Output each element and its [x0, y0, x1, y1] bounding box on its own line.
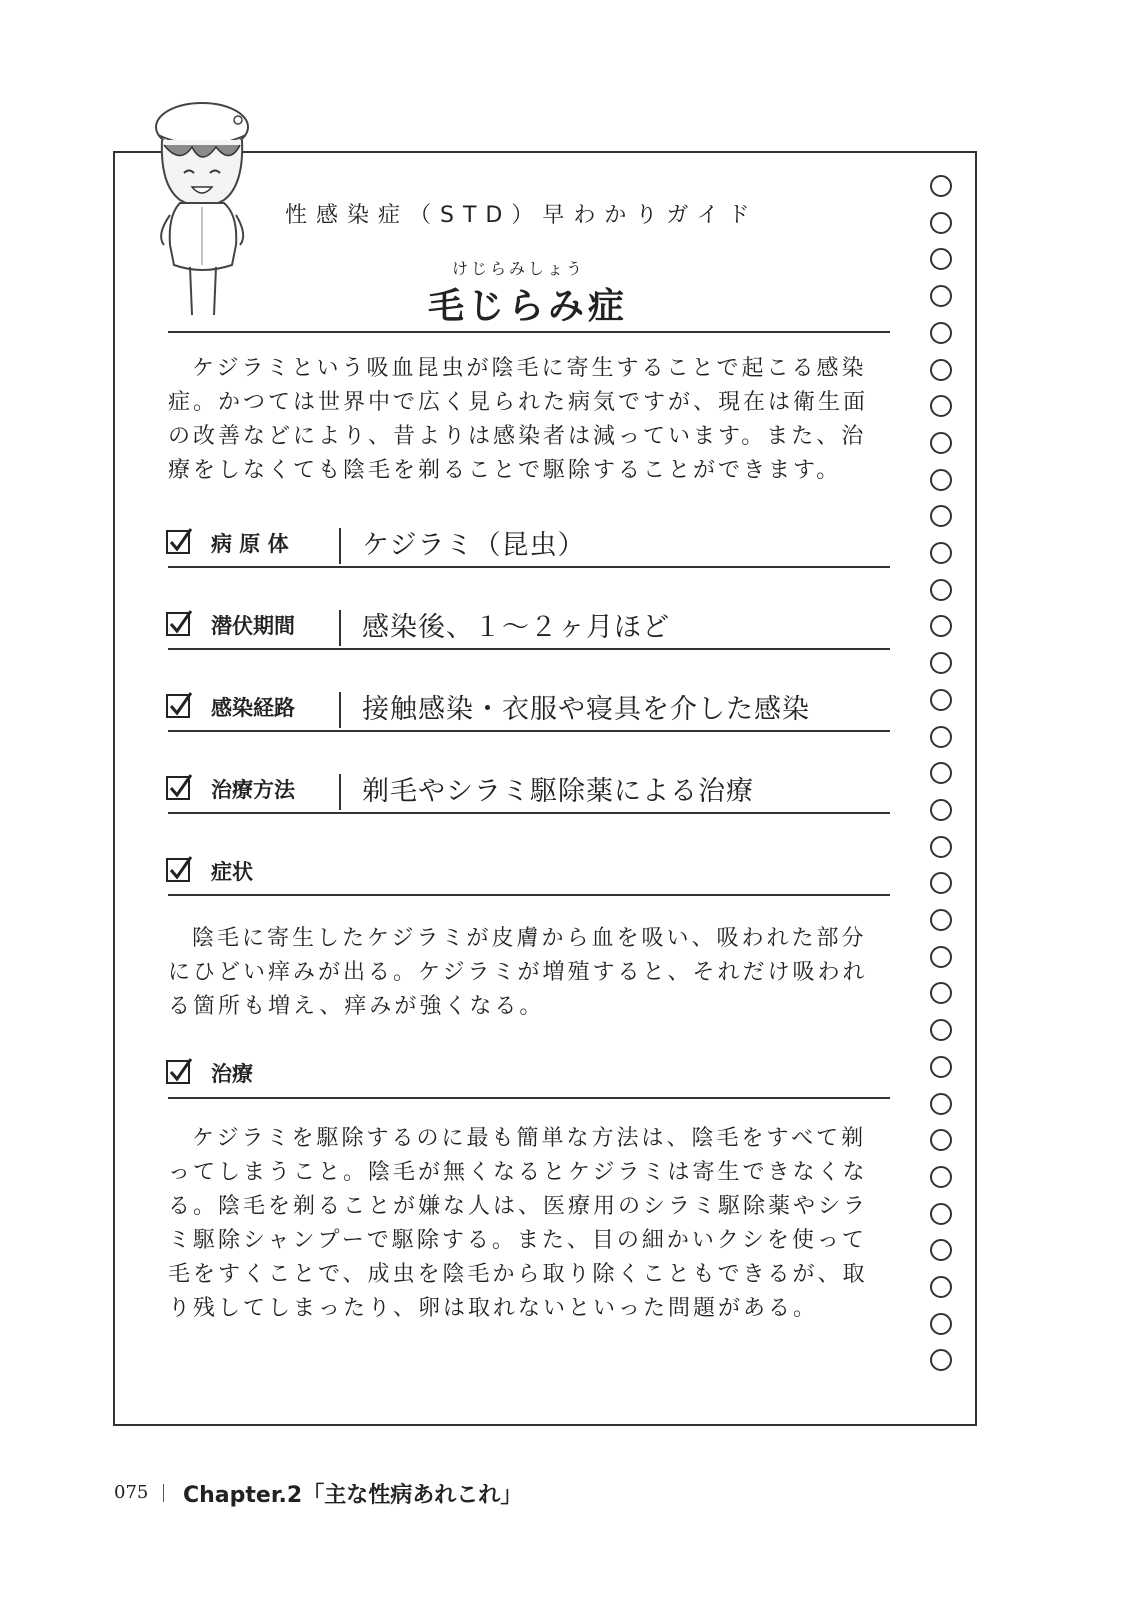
- fact-separator: [339, 528, 341, 564]
- binder-ring: [930, 322, 952, 344]
- fact-value-treatment-method: 剃毛やシラミ駆除薬による治療: [362, 776, 754, 807]
- checkbox-icon: [166, 774, 192, 800]
- binder-ring: [930, 836, 952, 858]
- fact-value-route: 接触感染・衣服や寝具を介した感染: [362, 694, 810, 725]
- binder-ring: [930, 1203, 952, 1225]
- binder-ring: [930, 799, 952, 821]
- treatment-heading: 治療: [211, 1062, 253, 1086]
- binder-ring: [930, 285, 952, 307]
- fact-separator: [339, 610, 341, 646]
- binder-ring: [930, 359, 952, 381]
- checkbox-icon: [166, 528, 192, 554]
- binder-ring: [930, 1166, 952, 1188]
- divider: [168, 812, 890, 814]
- binder-ring: [930, 652, 952, 674]
- divider: [168, 1097, 890, 1099]
- binder-ring: [930, 909, 952, 931]
- page-title: 毛じらみ症: [428, 286, 629, 327]
- fact-value-pathogen: ケジラミ（昆虫）: [362, 530, 586, 561]
- chapter-title: Chapter.2「主な性病あれこれ」: [183, 1483, 523, 1508]
- treatment-paragraph: ケジラミを駆除するのに最も簡単な方法は、陰毛をすべて剃ってしまうこと。陰毛が無くなるとケジラミは寄生できなくなる。陰毛を剃ることが嫌な人は、医療用のシラミ駆除薬やシラミ駆除シャンプーで駆除する。また、目の細かいクシを使って毛をすくことで、成虫を陰毛から取り除くこともできるが、取り残してしまったり、卵は取れないといった問題がある。: [168, 1126, 869, 1321]
- binder-ring: [930, 175, 952, 197]
- checkbox-icon: [166, 692, 192, 718]
- binder-ring: [930, 726, 952, 748]
- title-ruby: けじらみしょう: [452, 259, 586, 278]
- page-number: 075: [114, 1482, 149, 1503]
- binder-ring: [930, 1313, 952, 1335]
- binder-ring: [930, 469, 952, 491]
- checkbox-icon: [166, 610, 192, 636]
- divider: [168, 648, 890, 650]
- binder-ring: [930, 432, 952, 454]
- fact-label-route: 感染経路: [211, 696, 295, 720]
- intro-paragraph: ケジラミという吸血昆虫が陰毛に寄生することで起こる感染症。かつては世界中で広く見られた病気ですが、現在は衛生面の改善などにより、昔よりは感染者は減っています。また、治療をしなくても陰毛を剃ることで駆除することができます。: [168, 356, 869, 483]
- binder-ring: [930, 946, 952, 968]
- binder-ring: [930, 542, 952, 564]
- divider: [168, 566, 890, 568]
- binder-ring: [930, 689, 952, 711]
- fact-label-pathogen: 病 原 体: [211, 532, 289, 556]
- fact-label-treatment-method: 治療方法: [211, 778, 295, 802]
- divider: [168, 894, 890, 896]
- nurse-mascot-illustration: [140, 95, 280, 325]
- divider: [168, 730, 890, 732]
- binder-ring: [930, 1056, 952, 1078]
- binder-ring: [930, 1019, 952, 1041]
- symptoms-heading: 症状: [211, 860, 253, 884]
- divider: [168, 331, 890, 333]
- binder-ring: [930, 1276, 952, 1298]
- fact-value-incubation: 感染後、１～２ヶ月ほど: [362, 612, 670, 643]
- fact-separator: [339, 692, 341, 728]
- checkbox-icon: [166, 856, 192, 882]
- footer-separator: [163, 1484, 164, 1502]
- fact-separator: [339, 774, 341, 810]
- binder-ring: [930, 212, 952, 234]
- guide-title: 性感染症（STD）早わかりガイド: [285, 203, 759, 228]
- fact-label-incubation: 潜伏期間: [211, 614, 295, 638]
- symptoms-paragraph: 陰毛に寄生したケジラミが皮膚から血を吸い、吸われた部分にひどい痒みが出る。ケジラミが増殖すると、それだけ吸われる箇所も増え、痒みが強くなる。: [168, 926, 868, 1019]
- binder-ring: [930, 1093, 952, 1115]
- checkbox-icon: [166, 1058, 192, 1084]
- binder-ring: [930, 579, 952, 601]
